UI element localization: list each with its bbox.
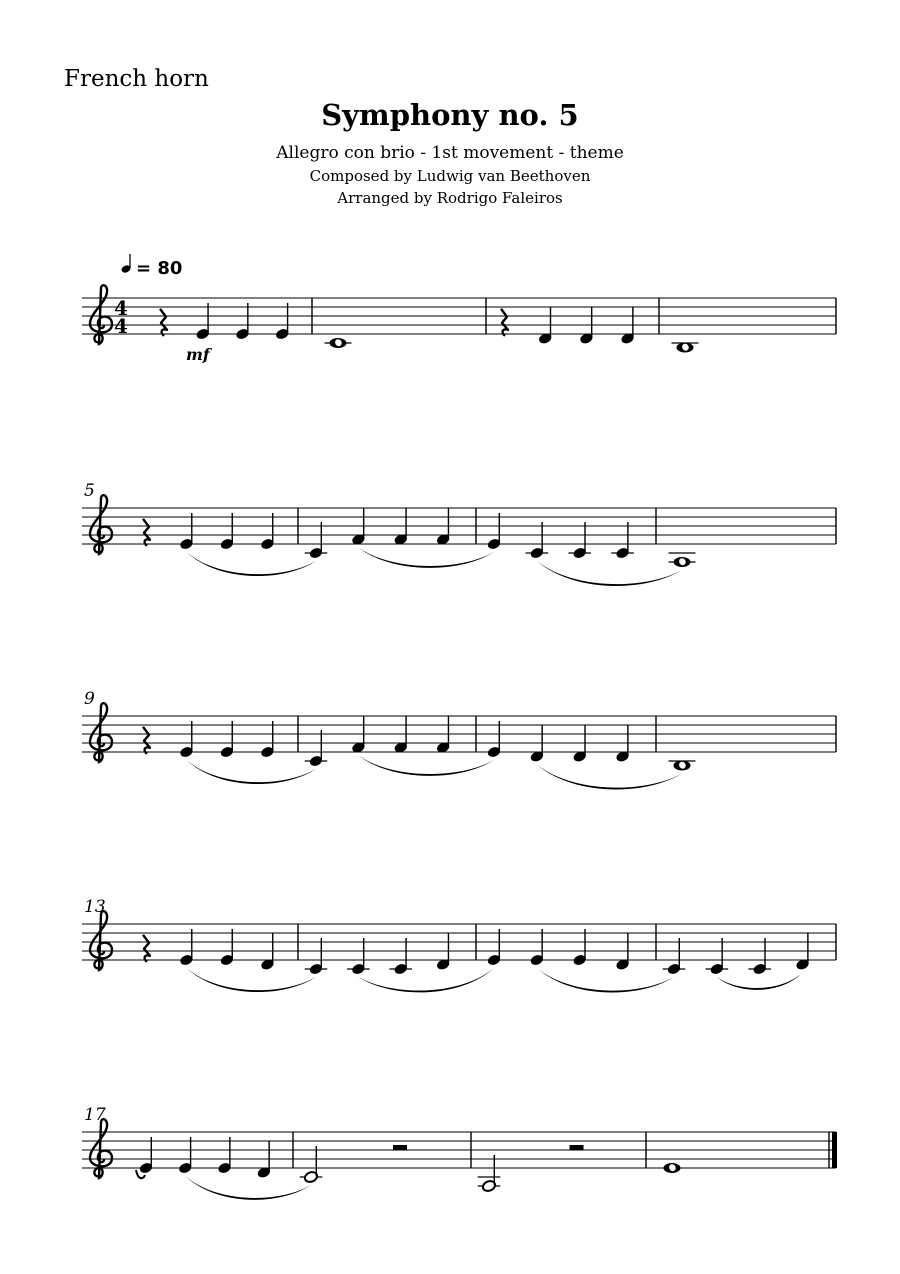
quarter-note [620,308,635,346]
quarter-note [308,730,323,768]
treble-clef-icon [90,285,112,344]
quarter-note [393,938,408,976]
time-signature-top: 4 [114,296,128,320]
staff [82,508,836,544]
slur [186,552,316,576]
quarter-note [195,303,210,341]
quarter-note [615,934,630,972]
quarter-note [138,1137,153,1175]
quarter-note [538,308,553,346]
quarter-note [351,717,366,755]
measure-number: 5 [84,481,95,501]
composer-credit: Composed by Ludwig van Beethoven [309,167,591,185]
whole-note [677,342,694,352]
staff [82,1132,836,1168]
quarter-note [351,938,366,976]
quarter-note [308,938,323,976]
quarter-note [219,513,234,551]
quarter-note [179,721,194,759]
quarter-note [529,726,544,764]
slur [537,765,682,790]
treble-clef-icon [90,1119,112,1178]
quarter-note [486,513,501,551]
quarter-note [393,509,408,547]
quarter-note [486,721,501,759]
slur [537,968,674,992]
quarter-note [615,522,630,560]
quarter-note [615,726,630,764]
whole-note [330,338,347,348]
measure-number: 17 [84,1105,106,1125]
treble-clef-icon [90,703,112,762]
whole-note [674,557,691,567]
staff [82,924,836,960]
instrument-name: French horn [64,66,209,92]
quarter-note [351,509,366,547]
quarter-note [178,1137,193,1175]
treble-clef-icon [90,495,112,554]
arranger-credit: Arranged by Rodrigo Faleiros [337,189,563,207]
piece-subtitle: Allegro con brio - 1st movement - theme [276,143,624,163]
quarter-note [529,929,544,967]
slur [358,548,494,568]
quarter-note [795,934,810,972]
tempo-marking: = 80 [136,258,183,279]
slur [537,561,682,586]
quarter-note [308,522,323,560]
quarter-note [393,717,408,755]
quarter-note [486,929,501,967]
slur [358,756,494,776]
quarter-note [436,717,451,755]
quarter-rest-icon [160,309,167,336]
whole-note [664,1163,681,1173]
quarter-note [666,938,681,976]
quarter-note [572,929,587,967]
quarter-note-icon [120,254,131,274]
final-barline [832,1132,837,1168]
quarter-note [572,726,587,764]
quarter-note [179,929,194,967]
quarter-note [436,934,451,972]
piece-title: Symphony no. 5 [321,98,579,132]
whole-note [674,760,691,770]
quarter-note [179,513,194,551]
staff [82,298,836,334]
half-rest-icon [393,1145,407,1150]
quarter-note [579,308,594,346]
half-rest-icon [570,1145,584,1150]
quarter-rest-icon [143,727,150,754]
slur [185,1176,311,1200]
half-note [303,1146,318,1184]
quarter-note [235,303,250,341]
quarter-note [260,721,275,759]
measure-number: 9 [84,689,95,709]
quarter-note [217,1137,232,1175]
slur [186,760,316,784]
quarter-rest-icon [143,519,150,546]
quarter-note [709,938,724,976]
quarter-note [752,938,767,976]
quarter-note [219,721,234,759]
quarter-note [572,522,587,560]
half-note [481,1155,496,1193]
measure-number: 13 [84,897,106,917]
quarter-rest-icon [501,309,508,336]
quarter-note [275,303,290,341]
treble-clef-icon [90,911,112,970]
slur [717,973,803,990]
quarter-note [436,509,451,547]
quarter-note [219,929,234,967]
quarter-note [260,513,275,551]
slur [358,968,494,992]
slur [186,968,316,992]
quarter-note [256,1142,271,1180]
quarter-note [529,522,544,560]
staff [82,716,836,752]
time-signature-bottom: 4 [114,314,128,338]
quarter-note [260,934,275,972]
dynamic-marking: mf [186,345,210,364]
quarter-rest-icon [143,935,150,962]
